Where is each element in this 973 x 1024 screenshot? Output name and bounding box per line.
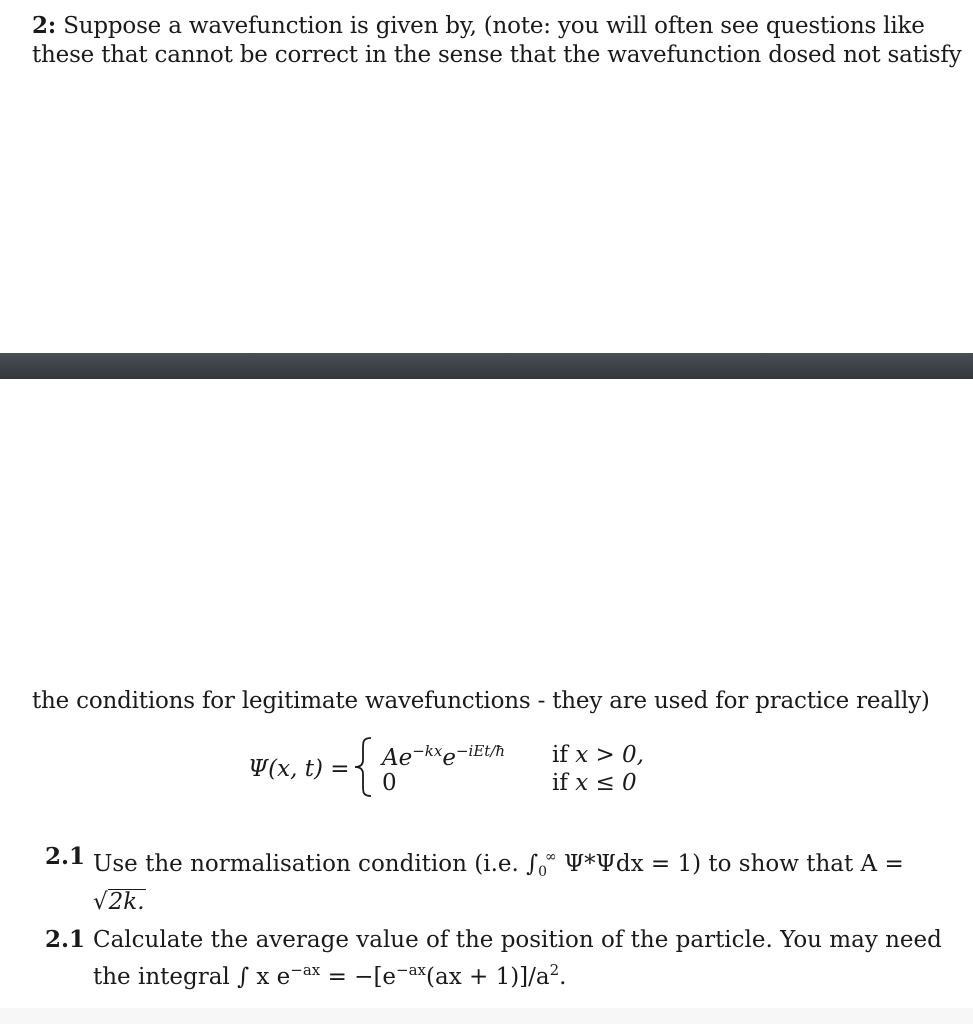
sqrt-icon: √ bbox=[93, 889, 108, 915]
part2-line1: Calculate the average value of the position of the particle. You may need bbox=[93, 927, 942, 953]
integral-upper-limit: ∞ bbox=[545, 849, 557, 865]
part-normalisation bbox=[45, 842, 925, 915]
part2-text-a: the integral ∫ x e bbox=[93, 964, 291, 990]
part1-line2 bbox=[93, 887, 873, 917]
intro-line-2: these that cannot be correct in the sense that the wavefunction dosed not satisfy bbox=[32, 42, 962, 68]
part1-text-b: Ψ*Ψdx = 1) to show that A = bbox=[556, 851, 904, 877]
part-body-1 bbox=[93, 842, 904, 917]
part2-text-d: . bbox=[559, 964, 567, 990]
page-bottom-edge bbox=[0, 1008, 973, 1024]
case2-expression: 0 bbox=[382, 770, 397, 796]
part1-text-a: Use the normalisation condition (i.e. ∫ bbox=[93, 851, 539, 877]
case2-cond-text: x ≤ 0 bbox=[575, 770, 637, 796]
case1-exponent-2: −iEt/ħ bbox=[455, 742, 506, 760]
part2-text-c: (ax + 1)]/a bbox=[426, 964, 550, 990]
case1-condition bbox=[552, 742, 644, 768]
case1-e: e bbox=[442, 745, 456, 771]
part1-line1 bbox=[93, 842, 904, 887]
intro-text-1: Suppose a wavefunction is given by, (note: you will often see questions like bbox=[63, 13, 925, 39]
integral-lower-limit: 0 bbox=[538, 864, 548, 880]
wavefunction-equation bbox=[248, 736, 668, 800]
part-label-2: 2.1 bbox=[45, 926, 86, 953]
part1-sqrt-arg: 2k. bbox=[108, 889, 145, 915]
equation-lhs: Ψ(x, t) = bbox=[248, 756, 350, 782]
intro-line-3: the conditions for legitimate wavefunctions - they are used for practice really) bbox=[32, 688, 930, 714]
case1-base: Ae bbox=[382, 745, 413, 771]
part2-exp-2: −ax bbox=[396, 961, 427, 979]
part2-line2 bbox=[93, 955, 873, 992]
page-divider-bar bbox=[0, 353, 973, 379]
question-intro-top bbox=[32, 11, 962, 70]
part2-exp-1: −ax bbox=[290, 961, 321, 979]
case1-exponent-1: −kx bbox=[412, 742, 443, 760]
part-label-1: 2.1 bbox=[45, 843, 86, 870]
left-brace-icon bbox=[352, 736, 374, 798]
part2-exp-3: 2 bbox=[549, 961, 560, 979]
part-body-2 bbox=[93, 925, 942, 992]
part2-text-b: = −[e bbox=[320, 964, 397, 990]
case1-if: if bbox=[552, 742, 568, 768]
question-number: 2: bbox=[32, 12, 57, 39]
intro-line-1 bbox=[32, 11, 932, 41]
case2-if: if bbox=[552, 770, 568, 796]
case1-cond-text: x > 0, bbox=[575, 742, 644, 768]
case1-expression bbox=[382, 742, 505, 771]
case2-condition bbox=[552, 770, 637, 796]
part-average-position bbox=[45, 925, 942, 990]
